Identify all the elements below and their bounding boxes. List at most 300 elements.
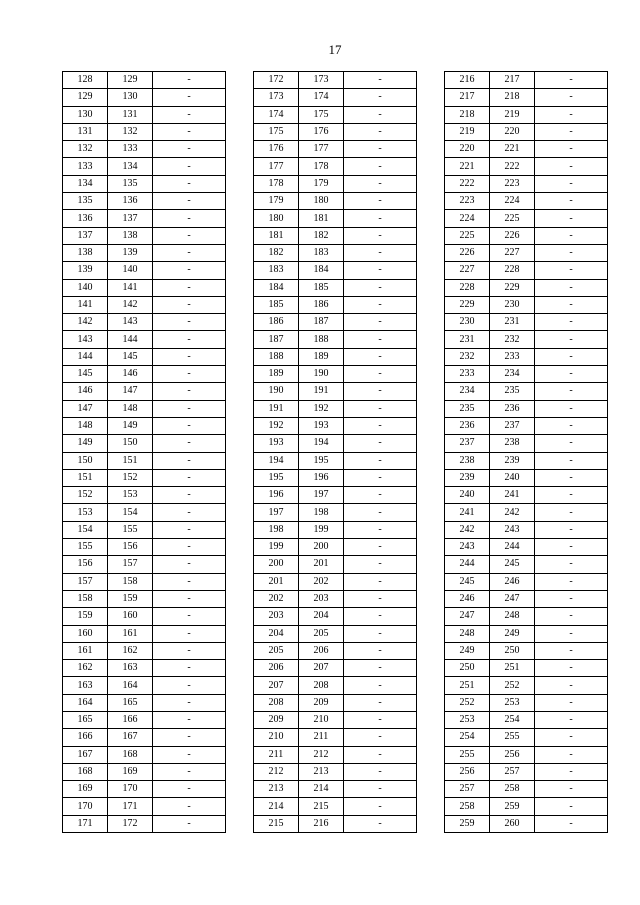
cell-value: - xyxy=(344,452,417,469)
cell-end: 211 xyxy=(299,729,344,746)
cell-end: 185 xyxy=(299,279,344,296)
cell-value: - xyxy=(344,89,417,106)
cell-value: - xyxy=(153,746,226,763)
cell-end: 147 xyxy=(108,383,153,400)
cell-start: 139 xyxy=(63,262,108,279)
cell-end: 150 xyxy=(108,435,153,452)
table-row xyxy=(63,660,226,677)
cell-end: 161 xyxy=(108,625,153,642)
table-row xyxy=(63,746,226,763)
table-row xyxy=(63,504,226,521)
cell-value: - xyxy=(344,123,417,140)
table-row xyxy=(445,279,608,296)
cell-value: - xyxy=(344,141,417,158)
cell-start: 189 xyxy=(254,366,299,383)
cell-end: 204 xyxy=(299,608,344,625)
cell-start: 132 xyxy=(63,141,108,158)
cell-end: 169 xyxy=(108,763,153,780)
cell-end: 156 xyxy=(108,539,153,556)
table-row xyxy=(254,539,417,556)
table-row xyxy=(63,763,226,780)
cell-value: - xyxy=(344,642,417,659)
table-row xyxy=(254,158,417,175)
cell-start: 144 xyxy=(63,348,108,365)
cell-start: 205 xyxy=(254,642,299,659)
cell-value: - xyxy=(344,815,417,832)
cell-value: - xyxy=(153,729,226,746)
cell-end: 251 xyxy=(490,660,535,677)
cell-end: 170 xyxy=(108,781,153,798)
table-row xyxy=(63,227,226,244)
cell-value: - xyxy=(535,521,608,538)
cell-end: 248 xyxy=(490,608,535,625)
cell-start: 172 xyxy=(254,72,299,89)
table-row xyxy=(254,469,417,486)
table-row xyxy=(445,400,608,417)
cell-start: 145 xyxy=(63,366,108,383)
cell-end: 260 xyxy=(490,815,535,832)
cell-start: 238 xyxy=(445,452,490,469)
cell-end: 205 xyxy=(299,625,344,642)
table-row xyxy=(254,573,417,590)
cell-end: 176 xyxy=(299,123,344,140)
cell-start: 225 xyxy=(445,227,490,244)
cell-end: 196 xyxy=(299,469,344,486)
cell-start: 220 xyxy=(445,141,490,158)
cell-start: 248 xyxy=(445,625,490,642)
cell-value: - xyxy=(344,677,417,694)
table-row xyxy=(63,711,226,728)
cell-value: - xyxy=(153,175,226,192)
cell-value: - xyxy=(344,366,417,383)
cell-value: - xyxy=(153,625,226,642)
cell-end: 129 xyxy=(108,72,153,89)
cell-value: - xyxy=(535,227,608,244)
table-row xyxy=(63,262,226,279)
cell-start: 167 xyxy=(63,746,108,763)
cell-value: - xyxy=(153,383,226,400)
cell-start: 179 xyxy=(254,193,299,210)
cell-value: - xyxy=(535,193,608,210)
table-row xyxy=(254,175,417,192)
cell-start: 194 xyxy=(254,452,299,469)
table-row xyxy=(445,383,608,400)
cell-value: - xyxy=(153,677,226,694)
cell-end: 191 xyxy=(299,383,344,400)
cell-start: 178 xyxy=(254,175,299,192)
cell-value: - xyxy=(535,711,608,728)
table-row xyxy=(254,348,417,365)
cell-value: - xyxy=(535,279,608,296)
cell-end: 214 xyxy=(299,781,344,798)
cell-start: 177 xyxy=(254,158,299,175)
cell-start: 147 xyxy=(63,400,108,417)
cell-value: - xyxy=(344,158,417,175)
cell-start: 210 xyxy=(254,729,299,746)
table-row xyxy=(445,89,608,106)
table-row xyxy=(63,141,226,158)
cell-value: - xyxy=(535,314,608,331)
cell-end: 254 xyxy=(490,711,535,728)
table-row xyxy=(63,452,226,469)
cell-start: 181 xyxy=(254,227,299,244)
cell-end: 225 xyxy=(490,210,535,227)
cell-value: - xyxy=(344,331,417,348)
cell-value: - xyxy=(344,711,417,728)
cell-start: 138 xyxy=(63,244,108,261)
cell-value: - xyxy=(535,590,608,607)
cell-start: 229 xyxy=(445,296,490,313)
cell-end: 193 xyxy=(299,417,344,434)
cell-end: 199 xyxy=(299,521,344,538)
cell-end: 181 xyxy=(299,210,344,227)
cell-value: - xyxy=(344,539,417,556)
table-row xyxy=(63,435,226,452)
table-row xyxy=(254,556,417,573)
table-row xyxy=(254,694,417,711)
table-row xyxy=(254,677,417,694)
cell-start: 152 xyxy=(63,487,108,504)
cell-value: - xyxy=(535,642,608,659)
cell-start: 169 xyxy=(63,781,108,798)
cell-end: 213 xyxy=(299,763,344,780)
cell-end: 226 xyxy=(490,227,535,244)
cell-end: 195 xyxy=(299,452,344,469)
cell-value: - xyxy=(153,262,226,279)
cell-end: 152 xyxy=(108,469,153,486)
table-row xyxy=(63,383,226,400)
cell-start: 222 xyxy=(445,175,490,192)
table-row xyxy=(445,642,608,659)
cell-start: 171 xyxy=(63,815,108,832)
cell-end: 246 xyxy=(490,573,535,590)
cell-end: 166 xyxy=(108,711,153,728)
table-row xyxy=(445,660,608,677)
cell-start: 215 xyxy=(254,815,299,832)
cell-end: 223 xyxy=(490,175,535,192)
cell-end: 249 xyxy=(490,625,535,642)
cell-value: - xyxy=(535,400,608,417)
cell-end: 133 xyxy=(108,141,153,158)
cell-end: 220 xyxy=(490,123,535,140)
cell-value: - xyxy=(535,262,608,279)
cell-value: - xyxy=(344,279,417,296)
cell-value: - xyxy=(535,106,608,123)
cell-value: - xyxy=(153,763,226,780)
cell-value: - xyxy=(535,746,608,763)
cell-value: - xyxy=(535,158,608,175)
cell-value: - xyxy=(153,504,226,521)
table-row xyxy=(63,175,226,192)
cell-start: 151 xyxy=(63,469,108,486)
cell-value: - xyxy=(153,141,226,158)
cell-start: 143 xyxy=(63,331,108,348)
cell-value: - xyxy=(344,729,417,746)
cell-start: 255 xyxy=(445,746,490,763)
cell-value: - xyxy=(535,89,608,106)
cell-value: - xyxy=(535,296,608,313)
cell-end: 234 xyxy=(490,366,535,383)
cell-value: - xyxy=(535,244,608,261)
cell-value: - xyxy=(344,417,417,434)
cell-end: 229 xyxy=(490,279,535,296)
table-row xyxy=(254,798,417,815)
cell-start: 243 xyxy=(445,539,490,556)
cell-end: 145 xyxy=(108,348,153,365)
cell-value: - xyxy=(153,227,226,244)
cell-value: - xyxy=(153,106,226,123)
cell-value: - xyxy=(344,348,417,365)
cell-value: - xyxy=(153,366,226,383)
cell-end: 215 xyxy=(299,798,344,815)
table-row xyxy=(63,642,226,659)
cell-end: 207 xyxy=(299,660,344,677)
table-row xyxy=(63,193,226,210)
cell-end: 141 xyxy=(108,279,153,296)
cell-start: 183 xyxy=(254,262,299,279)
cell-start: 190 xyxy=(254,383,299,400)
cell-value: - xyxy=(344,296,417,313)
cell-end: 183 xyxy=(299,244,344,261)
table-row xyxy=(445,210,608,227)
cell-value: - xyxy=(535,123,608,140)
cell-start: 200 xyxy=(254,556,299,573)
cell-value: - xyxy=(535,383,608,400)
cell-end: 139 xyxy=(108,244,153,261)
table-row xyxy=(445,798,608,815)
cell-value: - xyxy=(344,262,417,279)
cell-start: 160 xyxy=(63,625,108,642)
cell-start: 240 xyxy=(445,487,490,504)
cell-start: 154 xyxy=(63,521,108,538)
cell-start: 155 xyxy=(63,539,108,556)
cell-end: 194 xyxy=(299,435,344,452)
table-row xyxy=(445,244,608,261)
cell-value: - xyxy=(153,244,226,261)
cell-value: - xyxy=(344,798,417,815)
cell-value: - xyxy=(344,72,417,89)
cell-value: - xyxy=(344,608,417,625)
cell-start: 153 xyxy=(63,504,108,521)
cell-value: - xyxy=(153,573,226,590)
cell-value: - xyxy=(153,469,226,486)
cell-value: - xyxy=(153,815,226,832)
cell-value: - xyxy=(535,504,608,521)
table-row xyxy=(445,590,608,607)
cell-start: 221 xyxy=(445,158,490,175)
cell-value: - xyxy=(153,123,226,140)
cell-value: - xyxy=(153,193,226,210)
cell-end: 202 xyxy=(299,573,344,590)
cell-value: - xyxy=(153,348,226,365)
table-row xyxy=(445,417,608,434)
cell-start: 252 xyxy=(445,694,490,711)
cell-end: 173 xyxy=(299,72,344,89)
cell-end: 171 xyxy=(108,798,153,815)
table-row xyxy=(445,694,608,711)
cell-start: 218 xyxy=(445,106,490,123)
table-row xyxy=(445,781,608,798)
table-row xyxy=(445,539,608,556)
table-row xyxy=(63,625,226,642)
page-number: 17 xyxy=(328,42,342,57)
cell-value: - xyxy=(535,141,608,158)
cell-end: 209 xyxy=(299,694,344,711)
cell-end: 162 xyxy=(108,642,153,659)
cell-value: - xyxy=(344,210,417,227)
table-row xyxy=(254,660,417,677)
table-row xyxy=(254,763,417,780)
cell-start: 246 xyxy=(445,590,490,607)
cell-end: 135 xyxy=(108,175,153,192)
cell-start: 233 xyxy=(445,366,490,383)
cell-start: 203 xyxy=(254,608,299,625)
cell-start: 237 xyxy=(445,435,490,452)
table-row xyxy=(445,487,608,504)
cell-end: 244 xyxy=(490,539,535,556)
cell-start: 230 xyxy=(445,314,490,331)
cell-end: 235 xyxy=(490,383,535,400)
cell-start: 247 xyxy=(445,608,490,625)
cell-start: 241 xyxy=(445,504,490,521)
table-row xyxy=(254,314,417,331)
cell-start: 142 xyxy=(63,314,108,331)
cell-start: 198 xyxy=(254,521,299,538)
table-row xyxy=(63,521,226,538)
table-row xyxy=(445,175,608,192)
cell-end: 242 xyxy=(490,504,535,521)
table-row xyxy=(445,331,608,348)
table-row xyxy=(63,296,226,313)
cell-start: 259 xyxy=(445,815,490,832)
cell-start: 137 xyxy=(63,227,108,244)
cell-end: 247 xyxy=(490,590,535,607)
cell-start: 236 xyxy=(445,417,490,434)
cell-end: 165 xyxy=(108,694,153,711)
table-row xyxy=(63,798,226,815)
table-row xyxy=(254,244,417,261)
cell-value: - xyxy=(535,452,608,469)
table-row xyxy=(254,262,417,279)
table-row xyxy=(254,746,417,763)
cell-value: - xyxy=(344,746,417,763)
table-row xyxy=(445,193,608,210)
table-row xyxy=(254,227,417,244)
cell-end: 259 xyxy=(490,798,535,815)
cell-value: - xyxy=(344,573,417,590)
table-row xyxy=(63,331,226,348)
table-row xyxy=(254,106,417,123)
cell-value: - xyxy=(535,469,608,486)
cell-end: 203 xyxy=(299,590,344,607)
cell-value: - xyxy=(344,469,417,486)
cell-end: 256 xyxy=(490,746,535,763)
cell-end: 237 xyxy=(490,417,535,434)
cell-end: 163 xyxy=(108,660,153,677)
cell-end: 190 xyxy=(299,366,344,383)
table-row xyxy=(63,158,226,175)
cell-start: 249 xyxy=(445,642,490,659)
table-row xyxy=(445,227,608,244)
cell-end: 148 xyxy=(108,400,153,417)
table-row xyxy=(63,781,226,798)
table-row xyxy=(445,711,608,728)
cell-value: - xyxy=(535,625,608,642)
cell-end: 131 xyxy=(108,106,153,123)
cell-end: 132 xyxy=(108,123,153,140)
cell-start: 134 xyxy=(63,175,108,192)
table-row xyxy=(254,383,417,400)
cell-start: 197 xyxy=(254,504,299,521)
cell-start: 168 xyxy=(63,763,108,780)
cell-value: - xyxy=(153,608,226,625)
cell-start: 161 xyxy=(63,642,108,659)
cell-start: 232 xyxy=(445,348,490,365)
table-row xyxy=(254,72,417,89)
cell-start: 219 xyxy=(445,123,490,140)
cell-end: 158 xyxy=(108,573,153,590)
table-row xyxy=(254,608,417,625)
cell-value: - xyxy=(344,694,417,711)
cell-start: 131 xyxy=(63,123,108,140)
table-row xyxy=(254,504,417,521)
cell-end: 144 xyxy=(108,331,153,348)
table-row xyxy=(63,89,226,106)
cell-start: 202 xyxy=(254,590,299,607)
cell-start: 250 xyxy=(445,660,490,677)
cell-start: 192 xyxy=(254,417,299,434)
cell-start: 213 xyxy=(254,781,299,798)
cell-end: 184 xyxy=(299,262,344,279)
cell-value: - xyxy=(535,729,608,746)
table-row xyxy=(63,106,226,123)
table-row xyxy=(63,539,226,556)
cell-value: - xyxy=(535,556,608,573)
table-row xyxy=(254,642,417,659)
cell-end: 136 xyxy=(108,193,153,210)
table-row xyxy=(63,210,226,227)
cell-end: 219 xyxy=(490,106,535,123)
cell-value: - xyxy=(153,417,226,434)
cell-start: 174 xyxy=(254,106,299,123)
cell-end: 151 xyxy=(108,452,153,469)
table-row xyxy=(254,296,417,313)
cell-start: 244 xyxy=(445,556,490,573)
cell-end: 168 xyxy=(108,746,153,763)
cell-value: - xyxy=(344,521,417,538)
cell-start: 166 xyxy=(63,729,108,746)
cell-value: - xyxy=(153,694,226,711)
cell-value: - xyxy=(153,279,226,296)
table-row xyxy=(445,504,608,521)
cell-end: 146 xyxy=(108,366,153,383)
cell-end: 239 xyxy=(490,452,535,469)
cell-end: 167 xyxy=(108,729,153,746)
cell-end: 192 xyxy=(299,400,344,417)
cell-value: - xyxy=(153,711,226,728)
data-table-1 xyxy=(62,71,226,833)
cell-end: 201 xyxy=(299,556,344,573)
cell-start: 251 xyxy=(445,677,490,694)
cell-start: 193 xyxy=(254,435,299,452)
cell-end: 233 xyxy=(490,348,535,365)
cell-end: 212 xyxy=(299,746,344,763)
cell-start: 242 xyxy=(445,521,490,538)
cell-value: - xyxy=(153,798,226,815)
table-row xyxy=(63,366,226,383)
table-row xyxy=(63,729,226,746)
cell-end: 243 xyxy=(490,521,535,538)
